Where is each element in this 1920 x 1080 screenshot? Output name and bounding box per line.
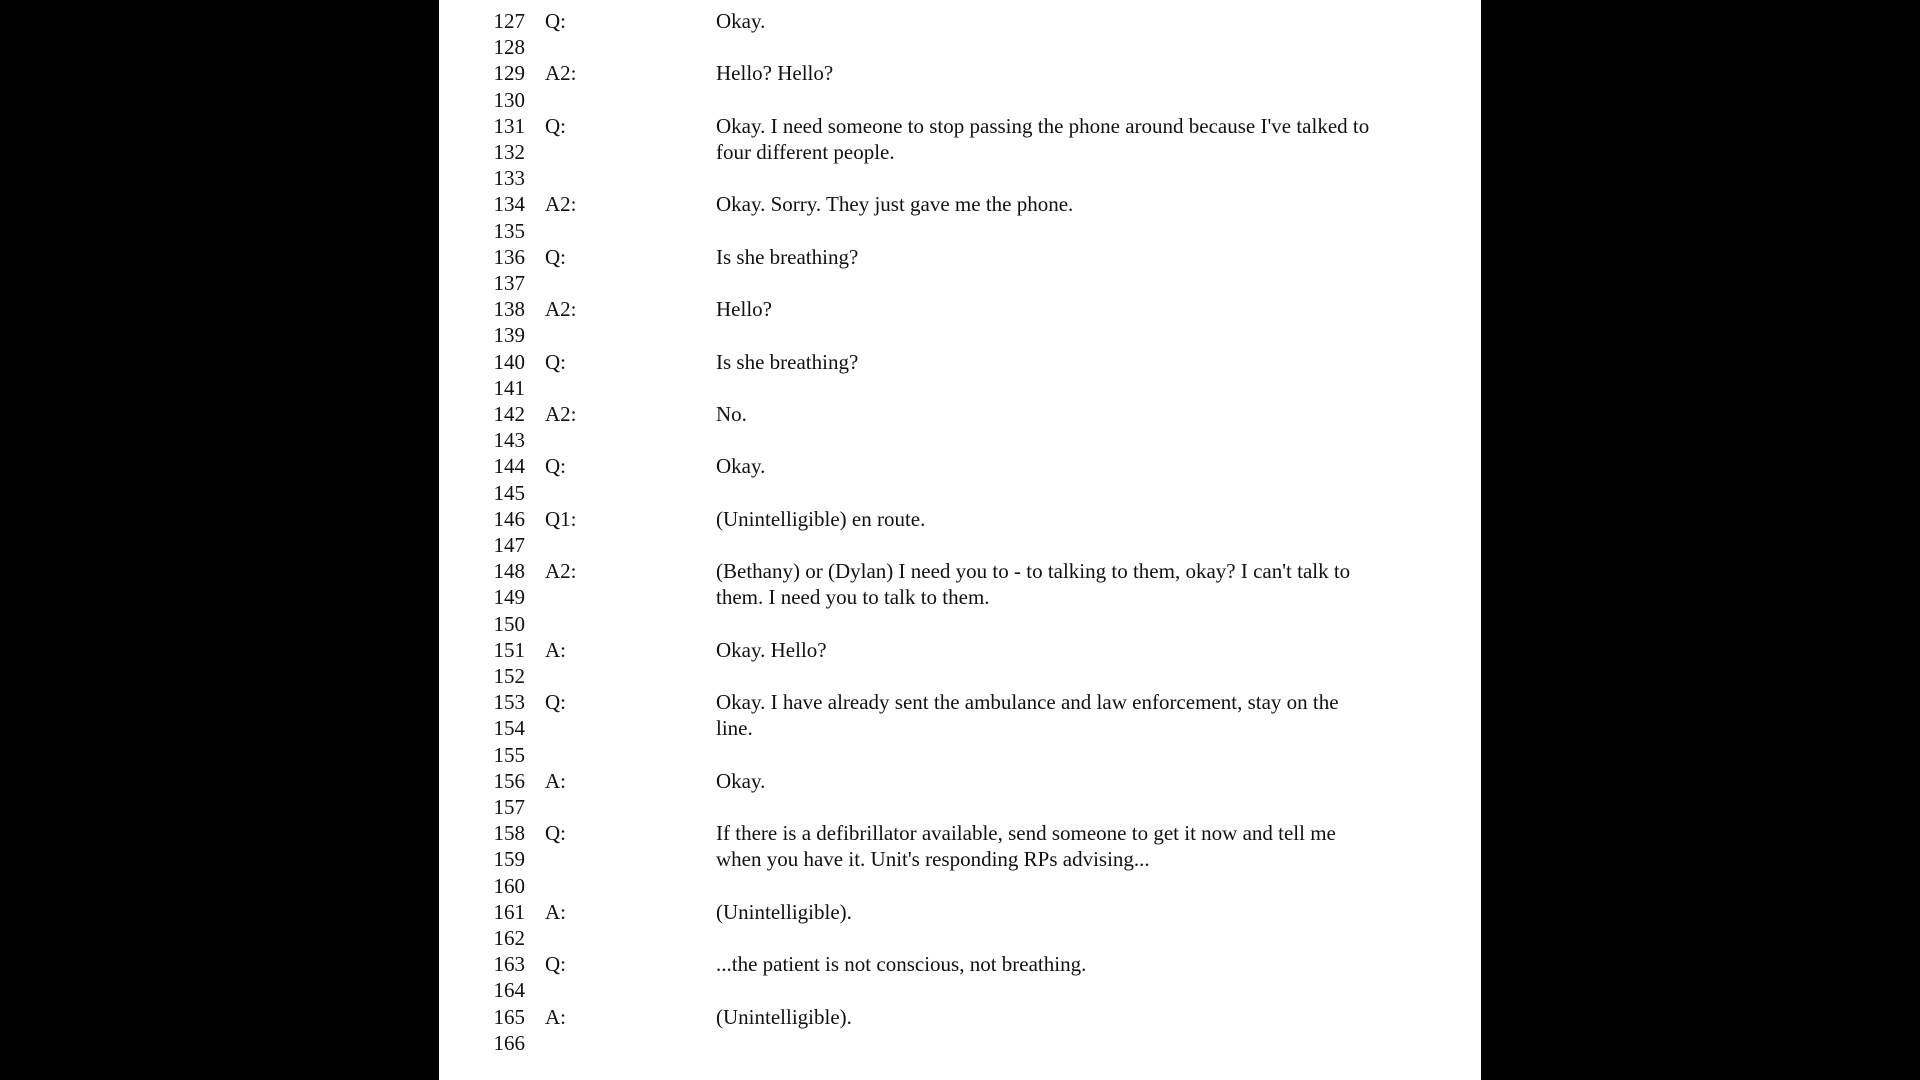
speaker-label: A2: [545,402,577,426]
transcript-line [439,322,1481,348]
transcript-line [439,244,1481,270]
transcript-line [439,1030,1481,1056]
utterance-text: If there is a defibrillator available, send someone to get it now and tell me [716,821,1336,846]
transcript-line [439,8,1481,34]
utterance-text: them. I need you to talk to them. [716,585,990,610]
transcript-line [439,375,1481,401]
speaker-label: Q: [545,349,566,374]
utterance-text: four different people. [716,140,895,164]
line-number: 134 [493,192,525,217]
line-number: 130 [493,87,525,112]
line-number: 147 [493,533,525,557]
transcript-line [439,689,1481,715]
transcript-line [439,453,1481,479]
utterance-text: Okay. [716,454,766,479]
utterance-text: (Unintelligible). [716,899,852,924]
speaker-label: Q: [545,454,566,479]
speaker-label: A2: [545,61,577,86]
speaker-label: Q1: [545,506,577,531]
transcript-line [439,977,1481,1003]
line-number: 127 [493,9,525,33]
speaker-label: A2: [545,192,577,217]
utterance-text: (Unintelligible) en route. [716,506,926,531]
line-number: 153 [493,690,525,715]
utterance-text: Hello? [716,297,772,322]
line-number: 144 [493,454,525,479]
speaker-label: A2: [545,559,577,584]
line-number: 159 [493,847,525,872]
transcript-line [439,558,1481,584]
utterance-text: Okay. Sorry. They just gave me the phone. [716,192,1074,217]
line-number: 137 [493,271,525,295]
transcript-line [439,873,1481,899]
utterance-text: ...the patient is not conscious, not breathing. [716,952,1087,977]
transcript-line [439,296,1481,322]
utterance-text: Okay. [716,9,766,33]
speaker-label: Q: [545,821,566,846]
line-number: 156 [493,768,525,793]
line-number: 151 [493,637,525,662]
line-number: 154 [493,716,525,741]
line-number: 131 [493,113,525,138]
transcript-line [439,191,1481,217]
line-number: 166 [493,1030,525,1055]
transcript-line [439,165,1481,191]
transcript-line [439,139,1481,165]
transcript-line [439,34,1481,60]
transcript-line [439,611,1481,637]
line-number: 146 [493,506,525,531]
utterance-text: (Unintelligible). [716,1004,852,1029]
speaker-label: A2: [545,297,577,322]
line-number: 165 [493,1004,525,1029]
transcript-line [439,584,1481,610]
utterance-text: line. [716,716,753,741]
transcript-line [439,506,1481,532]
line-number: 160 [493,873,525,898]
speaker-label: Q: [545,9,566,33]
line-number: 149 [493,585,525,610]
line-number: 133 [493,166,525,191]
transcript-line [439,349,1481,375]
transcript-line [439,846,1481,872]
transcript-line [439,532,1481,558]
transcript-line [439,925,1481,951]
line-number: 163 [493,952,525,977]
line-number: 158 [493,821,525,846]
line-number: 161 [493,899,525,924]
speaker-label: A: [545,1004,566,1029]
speaker-label: A: [545,899,566,924]
transcript-line [439,742,1481,768]
transcript-line [439,951,1481,977]
transcript-line [439,794,1481,820]
transcript-line [439,60,1481,86]
transcript-line [439,427,1481,453]
transcript-line [439,270,1481,296]
line-number: 155 [493,742,525,767]
line-number: 145 [493,480,525,505]
line-number: 139 [493,323,525,348]
transcript-line [439,401,1481,427]
line-number: 150 [493,611,525,636]
transcript-page [439,0,1481,1080]
speaker-label: Q: [545,690,566,715]
line-number: 142 [493,402,525,426]
line-number: 148 [493,559,525,584]
transcript-line [439,1004,1481,1030]
utterance-text: Okay. I need someone to stop passing the phone around because I've talked to [716,113,1370,138]
line-number: 132 [493,140,525,164]
transcript-line [439,820,1481,846]
line-number: 141 [493,375,525,400]
utterance-text: No. [716,402,747,426]
speaker-label: Q: [545,952,566,977]
line-number: 140 [493,349,525,374]
line-number: 135 [493,218,525,243]
speaker-label: Q: [545,113,566,138]
utterance-text: Okay. Hello? [716,637,827,662]
utterance-text: Okay. I have already sent the ambulance and law enforcement, stay on the [716,690,1339,715]
transcript-line [439,768,1481,794]
utterance-text: Hello? Hello? [716,61,834,86]
utterance-text: Okay. [716,768,766,793]
transcript-line [439,87,1481,113]
line-number: 164 [493,978,525,1003]
transcript-line [439,218,1481,244]
utterance-text: Is she breathing? [716,244,859,269]
utterance-text: when you have it. Unit's responding RPs advising... [716,847,1150,872]
line-number: 162 [493,926,525,950]
speaker-label: Q: [545,244,566,269]
line-number: 157 [493,795,525,819]
transcript-line [439,113,1481,139]
speaker-label: A: [545,637,566,662]
speaker-label: A: [545,768,566,793]
transcript-line [439,637,1481,663]
utterance-text: (Bethany) or (Dylan) I need you to - to talking to them, okay? I can't talk to [716,559,1351,584]
transcript-line [439,715,1481,741]
line-number: 129 [493,61,525,86]
line-number: 128 [493,35,525,60]
transcript-line [439,480,1481,506]
transcript-line [439,899,1481,925]
line-number: 152 [493,664,525,688]
line-number: 136 [493,244,525,269]
line-number: 138 [493,297,525,322]
line-number: 143 [493,428,525,453]
utterance-text: Is she breathing? [716,349,859,374]
transcript-line [439,663,1481,689]
